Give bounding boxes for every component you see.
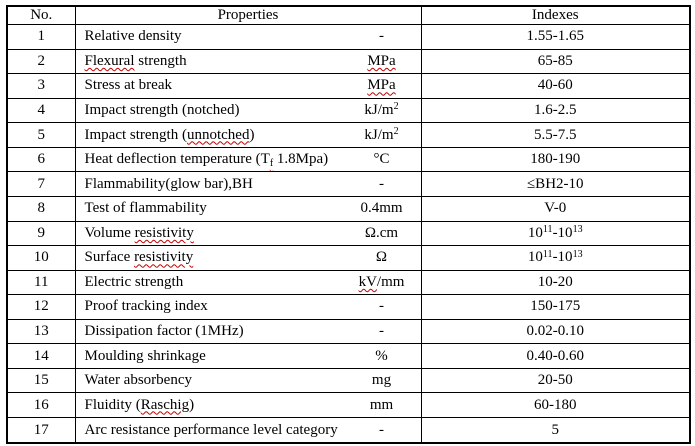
property-unit: mm (369, 396, 394, 413)
property-name: Electric strength (84, 273, 184, 290)
table-row (7, 393, 690, 418)
table-row (7, 270, 690, 295)
property-cell-layout (76, 249, 421, 266)
col-header-properties: Properties (75, 6, 421, 25)
index-value: 20-50 (421, 368, 690, 393)
property-name: Surface resistivity (84, 249, 194, 266)
col-header-indexes: Indexes (421, 6, 690, 25)
table-row (7, 98, 690, 123)
property-name: Impact strength (unnotched) (84, 126, 255, 143)
index-value: 150-175 (421, 295, 690, 320)
property-name: Volume resistivity (84, 224, 194, 241)
property-cell-layout (76, 372, 421, 389)
table-row (7, 49, 690, 74)
property-unit: °C (373, 151, 390, 168)
row-number: 6 (7, 147, 75, 172)
property-name: Water absorbency (84, 372, 192, 389)
table-row (7, 246, 690, 271)
table-row (7, 368, 690, 393)
row-number: 13 (7, 319, 75, 344)
property-cell (75, 295, 421, 320)
index-value: 5.5-7.5 (421, 123, 690, 148)
property-unit: 0.4mm (360, 200, 403, 217)
property-unit: $kJ/m^2$ (364, 101, 399, 118)
header-row (7, 6, 690, 25)
index-value: ≤BH2-10 (421, 172, 690, 197)
row-number: 5 (7, 123, 75, 148)
property-cell-layout (76, 77, 421, 94)
index-value: V-0 (421, 196, 690, 221)
table-row (7, 123, 690, 148)
property-cell (75, 344, 421, 369)
property-cell (75, 123, 421, 148)
property-cell-layout (76, 200, 421, 217)
property-cell-layout (76, 298, 421, 315)
property-name: Fluidity (Raschig) (84, 396, 195, 413)
property-name: Relative density (84, 28, 182, 45)
property-cell-layout (76, 397, 421, 414)
property-unit: MPa (367, 77, 396, 94)
property-name: Stress at break (84, 77, 172, 94)
property-unit: MPa (367, 52, 396, 69)
row-number: 10 (7, 246, 75, 271)
index-value: 1.6-2.5 (421, 98, 690, 123)
property-name: Proof tracking index (84, 298, 208, 315)
property-cell-layout (76, 274, 421, 291)
index-value: 180-190 (421, 147, 690, 172)
property-unit: - (379, 323, 384, 340)
table-row (7, 25, 690, 50)
table-row (7, 418, 690, 444)
property-cell-layout (76, 176, 421, 193)
property-cell (75, 246, 421, 271)
row-number: 14 (7, 344, 75, 369)
property-cell (75, 147, 421, 172)
table-row (7, 196, 690, 221)
table-row (7, 74, 690, 99)
row-number: 11 (7, 270, 75, 295)
property-cell-layout (76, 151, 421, 168)
property-unit: - (379, 175, 384, 192)
index-value: 40-60 (421, 74, 690, 99)
property-cell (75, 221, 421, 246)
property-name: Arc resistance performance level category (84, 421, 338, 438)
property-name: Moulding shrinkage (84, 347, 206, 364)
index-value: 0.40-0.60 (421, 344, 690, 369)
row-number: 8 (7, 196, 75, 221)
property-cell-layout (76, 102, 421, 119)
property-unit: mg (371, 372, 392, 389)
property-cell (75, 98, 421, 123)
property-unit: % (375, 347, 388, 364)
property-cell-layout (76, 225, 421, 242)
index-value: 5 (421, 418, 690, 444)
property-name: Flammability(glow bar),BH (84, 175, 253, 192)
property-name: Test of flammability (84, 200, 207, 217)
property-unit: - (379, 298, 384, 315)
properties-table-container (6, 5, 691, 444)
table-row (7, 221, 690, 246)
table-row (7, 147, 690, 172)
row-number: 2 (7, 49, 75, 74)
property-unit: - (379, 28, 384, 45)
table-row (7, 344, 690, 369)
row-number: 12 (7, 295, 75, 320)
property-cell (75, 270, 421, 295)
property-cell (75, 25, 421, 50)
property-unit: Ω.cm (364, 224, 399, 241)
property-name: Impact strength (notched) (84, 101, 240, 118)
property-unit: $kJ/m^2$ (364, 126, 399, 143)
property-cell (75, 74, 421, 99)
property-unit: Ω (375, 249, 388, 266)
property-name: Heat deflection temperature ($T_f$ 1.8Mpa) (84, 151, 329, 170)
property-cell-layout (76, 348, 421, 365)
row-number: 16 (7, 393, 75, 418)
property-cell (75, 172, 421, 197)
table-row (7, 319, 690, 344)
row-number: 17 (7, 418, 75, 444)
table-row (7, 172, 690, 197)
row-number: 3 (7, 74, 75, 99)
property-cell (75, 418, 421, 444)
index-value: $10^{11}-10^{13}$ (421, 221, 690, 246)
index-value: 0.02-0.10 (421, 319, 690, 344)
row-number: 4 (7, 98, 75, 123)
property-name: Flexural strength (84, 52, 187, 69)
index-value: $10^{11}-10^{13}$ (421, 246, 690, 271)
property-cell-layout (76, 323, 421, 340)
property-cell-layout (76, 28, 421, 45)
property-cell-layout (76, 422, 421, 439)
index-value: 1.55-1.65 (421, 25, 690, 50)
property-unit: - (379, 421, 384, 438)
row-number: 7 (7, 172, 75, 197)
row-number: 9 (7, 221, 75, 246)
property-name: Dissipation factor (1MHz) (84, 323, 244, 340)
property-cell (75, 196, 421, 221)
property-unit: kV/mm (358, 273, 405, 290)
property-cell-layout (76, 127, 421, 144)
property-cell (75, 49, 421, 74)
property-cell-layout (76, 53, 421, 70)
properties-table (6, 5, 691, 444)
property-cell (75, 319, 421, 344)
index-value: 65-85 (421, 49, 690, 74)
index-value: 60-180 (421, 393, 690, 418)
col-header-no: No. (7, 6, 75, 25)
table-row (7, 295, 690, 320)
row-number: 15 (7, 368, 75, 393)
row-number: 1 (7, 25, 75, 50)
property-cell (75, 368, 421, 393)
index-value: 10-20 (421, 270, 690, 295)
property-cell (75, 393, 421, 418)
